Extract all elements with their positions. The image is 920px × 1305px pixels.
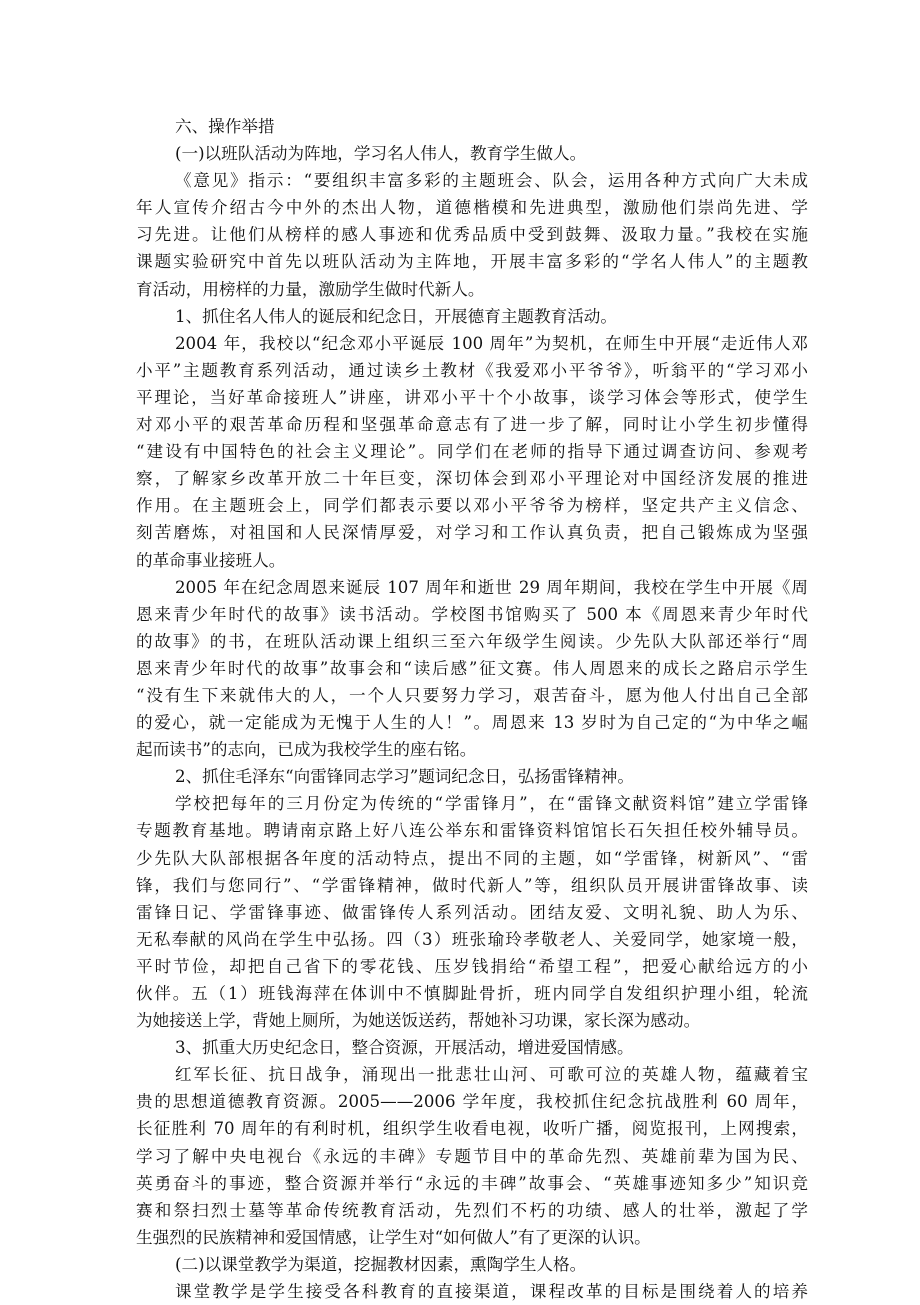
text-line: 学习了解中央电视台《永远的丰碑》专题节目中的革命先烈、英雄前辈为国为民、 <box>136 1146 808 1166</box>
text-line: 3、抓重大历史纪念日，整合资源，开展活动，增进爱国情感。 <box>175 1038 634 1058</box>
text-line: 作用。在主题班会上，同学们都表示要以邓小平爷爷为榜样，坚定共产主义信念、 <box>136 496 808 516</box>
text-line: 学校把每年的三月份定为传统的“学雷锋月”，在“雷锋文献资料馆”建立学雷锋 <box>175 794 808 814</box>
text-line: 育活动，用榜样的力量，激励学生做时代新人。 <box>136 279 485 299</box>
text-line: 少先队大队部根据各年度的活动特点，提出不同的主题，如“学雷锋，树新风”、“雷 <box>136 848 808 868</box>
text-line: 刻苦磨炼，对祖国和人民深情厚爱，对学习和工作认真负责，把自己锻炼成为坚强 <box>136 523 808 543</box>
text-line: 《意见》指示：“要组织丰富多彩的主题班会、队会，运用各种方式向广大未成 <box>175 171 808 191</box>
text-line: 平理论，当好革命接班人”讲座，讲邓小平十个小故事，谈学习体会等形式，使学生 <box>136 387 808 407</box>
text-line: 起而读书”的志向，已成为我校学生的座右铭。 <box>136 740 477 760</box>
text-line: 伙伴。五（1）班钱海萍在体训中不慎脚趾骨折，班内同学自发组织护理小组，轮流 <box>136 984 808 1003</box>
text-line: 赛和祭扫烈士墓等革命传统教育活动，先烈们不朽的功绩、感人的壮举，激起了学 <box>136 1200 808 1220</box>
text-line: 为她接送上学，背她上厕所，为她送饭送药，帮她补习功课，家长深为感动。 <box>136 1011 701 1031</box>
text-line: 对邓小平的艰苦革命历程和坚强革命意志有了进一步了解，同时让小学生初步懂得 <box>136 415 808 435</box>
text-line: 1、抓住名人伟人的诞辰和纪念日，开展德育主题教育活动。 <box>175 306 617 326</box>
text-line: 的故事》的书，在班队活动课上组织三至六年级学生阅读。少先队大队部还举行“周 <box>136 631 808 651</box>
text-line: 恩来青少年时代的故事”故事会和“读后感”征文赛。伟人周恩来的成长之路启示学生 <box>136 658 808 678</box>
text-line: 贵的思想道德教育资源。2005——2006 学年度，我校抓住纪念抗战胜利 60 周年， <box>136 1092 808 1112</box>
text-line: 长征胜利 70 周年的有利时机，组织学生收看电视，收听广播，阅览报刊，上网搜索， <box>136 1119 808 1139</box>
text-line: 雷锋日记、学雷锋事迹、做雷锋传人系列活动。团结友爱、文明礼貌、助人为乐、 <box>136 902 808 922</box>
document-body <box>136 113 808 1305</box>
text-line: 恩来青少年时代的故事》读书活动。学校图书馆购买了 500 本《周恩来青少年时代 <box>136 604 808 624</box>
text-line: “建设有中国特色的社会主义理论”。同学们在老师的指导下通过调查访问、参观考 <box>136 442 808 462</box>
text-line: 无私奉献的风尚在学生中弘扬。四（3）班张瑜玲孝敬老人、关爱同学，她家境一般， <box>136 929 808 949</box>
text-line: 课题实验研究中首先以班队活动为主阵地，开展丰富多彩的“学名人伟人”的主题教 <box>136 252 808 272</box>
text-line: 的革命事业接班人。 <box>136 550 286 570</box>
text-line: 专题教育基地。聘请南京路上好八连公举东和雷锋资料馆馆长石矢担任校外辅导员。 <box>136 821 808 841</box>
text-line: 英勇奋斗的事迹，整合资源并举行“永远的丰碑”故事会、“英雄事迹知多少”知识竞 <box>136 1173 808 1193</box>
text-line: 平时节俭，却把自己省下的零花钱、压岁钱捐给“希望工程”，把爱心献给远方的小 <box>136 956 808 976</box>
text-line: 小平”主题教育系列活动，通过读乡土教材《我爱邓小平爷爷》，听翁平的“学习邓小 <box>136 360 808 380</box>
text-line: 红军长征、抗日战争，涌现出一批悲壮山河、可歌可泣的英雄人物，蕴藏着宝 <box>175 1065 808 1085</box>
text-line: 年人宣传介绍古今中外的杰出人物，道德楷模和先进典型，激励他们崇尚先进、学 <box>136 198 808 218</box>
text-line: “没有生下来就伟大的人，一个人只要努力学习，艰苦奋斗，愿为他人付出自己全部 <box>136 685 808 705</box>
text-line: 2004 年，我校以“纪念邓小平诞辰 100 周年”为契机，在师生中开展“走近伟人邓 <box>175 333 808 353</box>
text-line: (一)以班队活动为阵地，学习名人伟人，教育学生做人。 <box>175 144 587 164</box>
text-line: 习先进。让他们从榜样的感人事迹和优秀品质中受到鼓舞、汲取力量。”我校在实施 <box>136 225 808 245</box>
text-line: 课堂教学是学生接受各科教育的直接渠道，课程改革的目标是围绕着人的培养 <box>175 1282 808 1302</box>
text-line: 生强烈的民族精神和爱国情感，让学生对“如何做人”有了更深的认识。 <box>136 1227 651 1247</box>
text-line: 的爱心，就一定能成为无愧于人生的人！”。周恩来 13 岁时为自己定的“为中华之崛 <box>136 713 808 733</box>
text-line: (二)以课堂教学为渠道，挖掘教材因素，熏陶学生人格。 <box>175 1254 587 1274</box>
text-line: 察，了解家乡改革开放二十年巨变，深切体会到邓小平理论对中国经济发展的推进 <box>136 469 808 489</box>
text-line: 2、抓住毛泽东“向雷锋同志学习”题词纪念日，弘扬雷锋精神。 <box>175 767 634 787</box>
text-line: 六、操作举措 <box>175 117 275 136</box>
text-line: 2005 年在纪念周恩来诞辰 107 周年和逝世 29 周年期间，我校在学生中开展《周 <box>175 577 808 597</box>
text-line: 锋，我们与您同行”、“学雷锋精神，做时代新人”等，组织队员开展讲雷锋故事、读 <box>136 875 808 895</box>
